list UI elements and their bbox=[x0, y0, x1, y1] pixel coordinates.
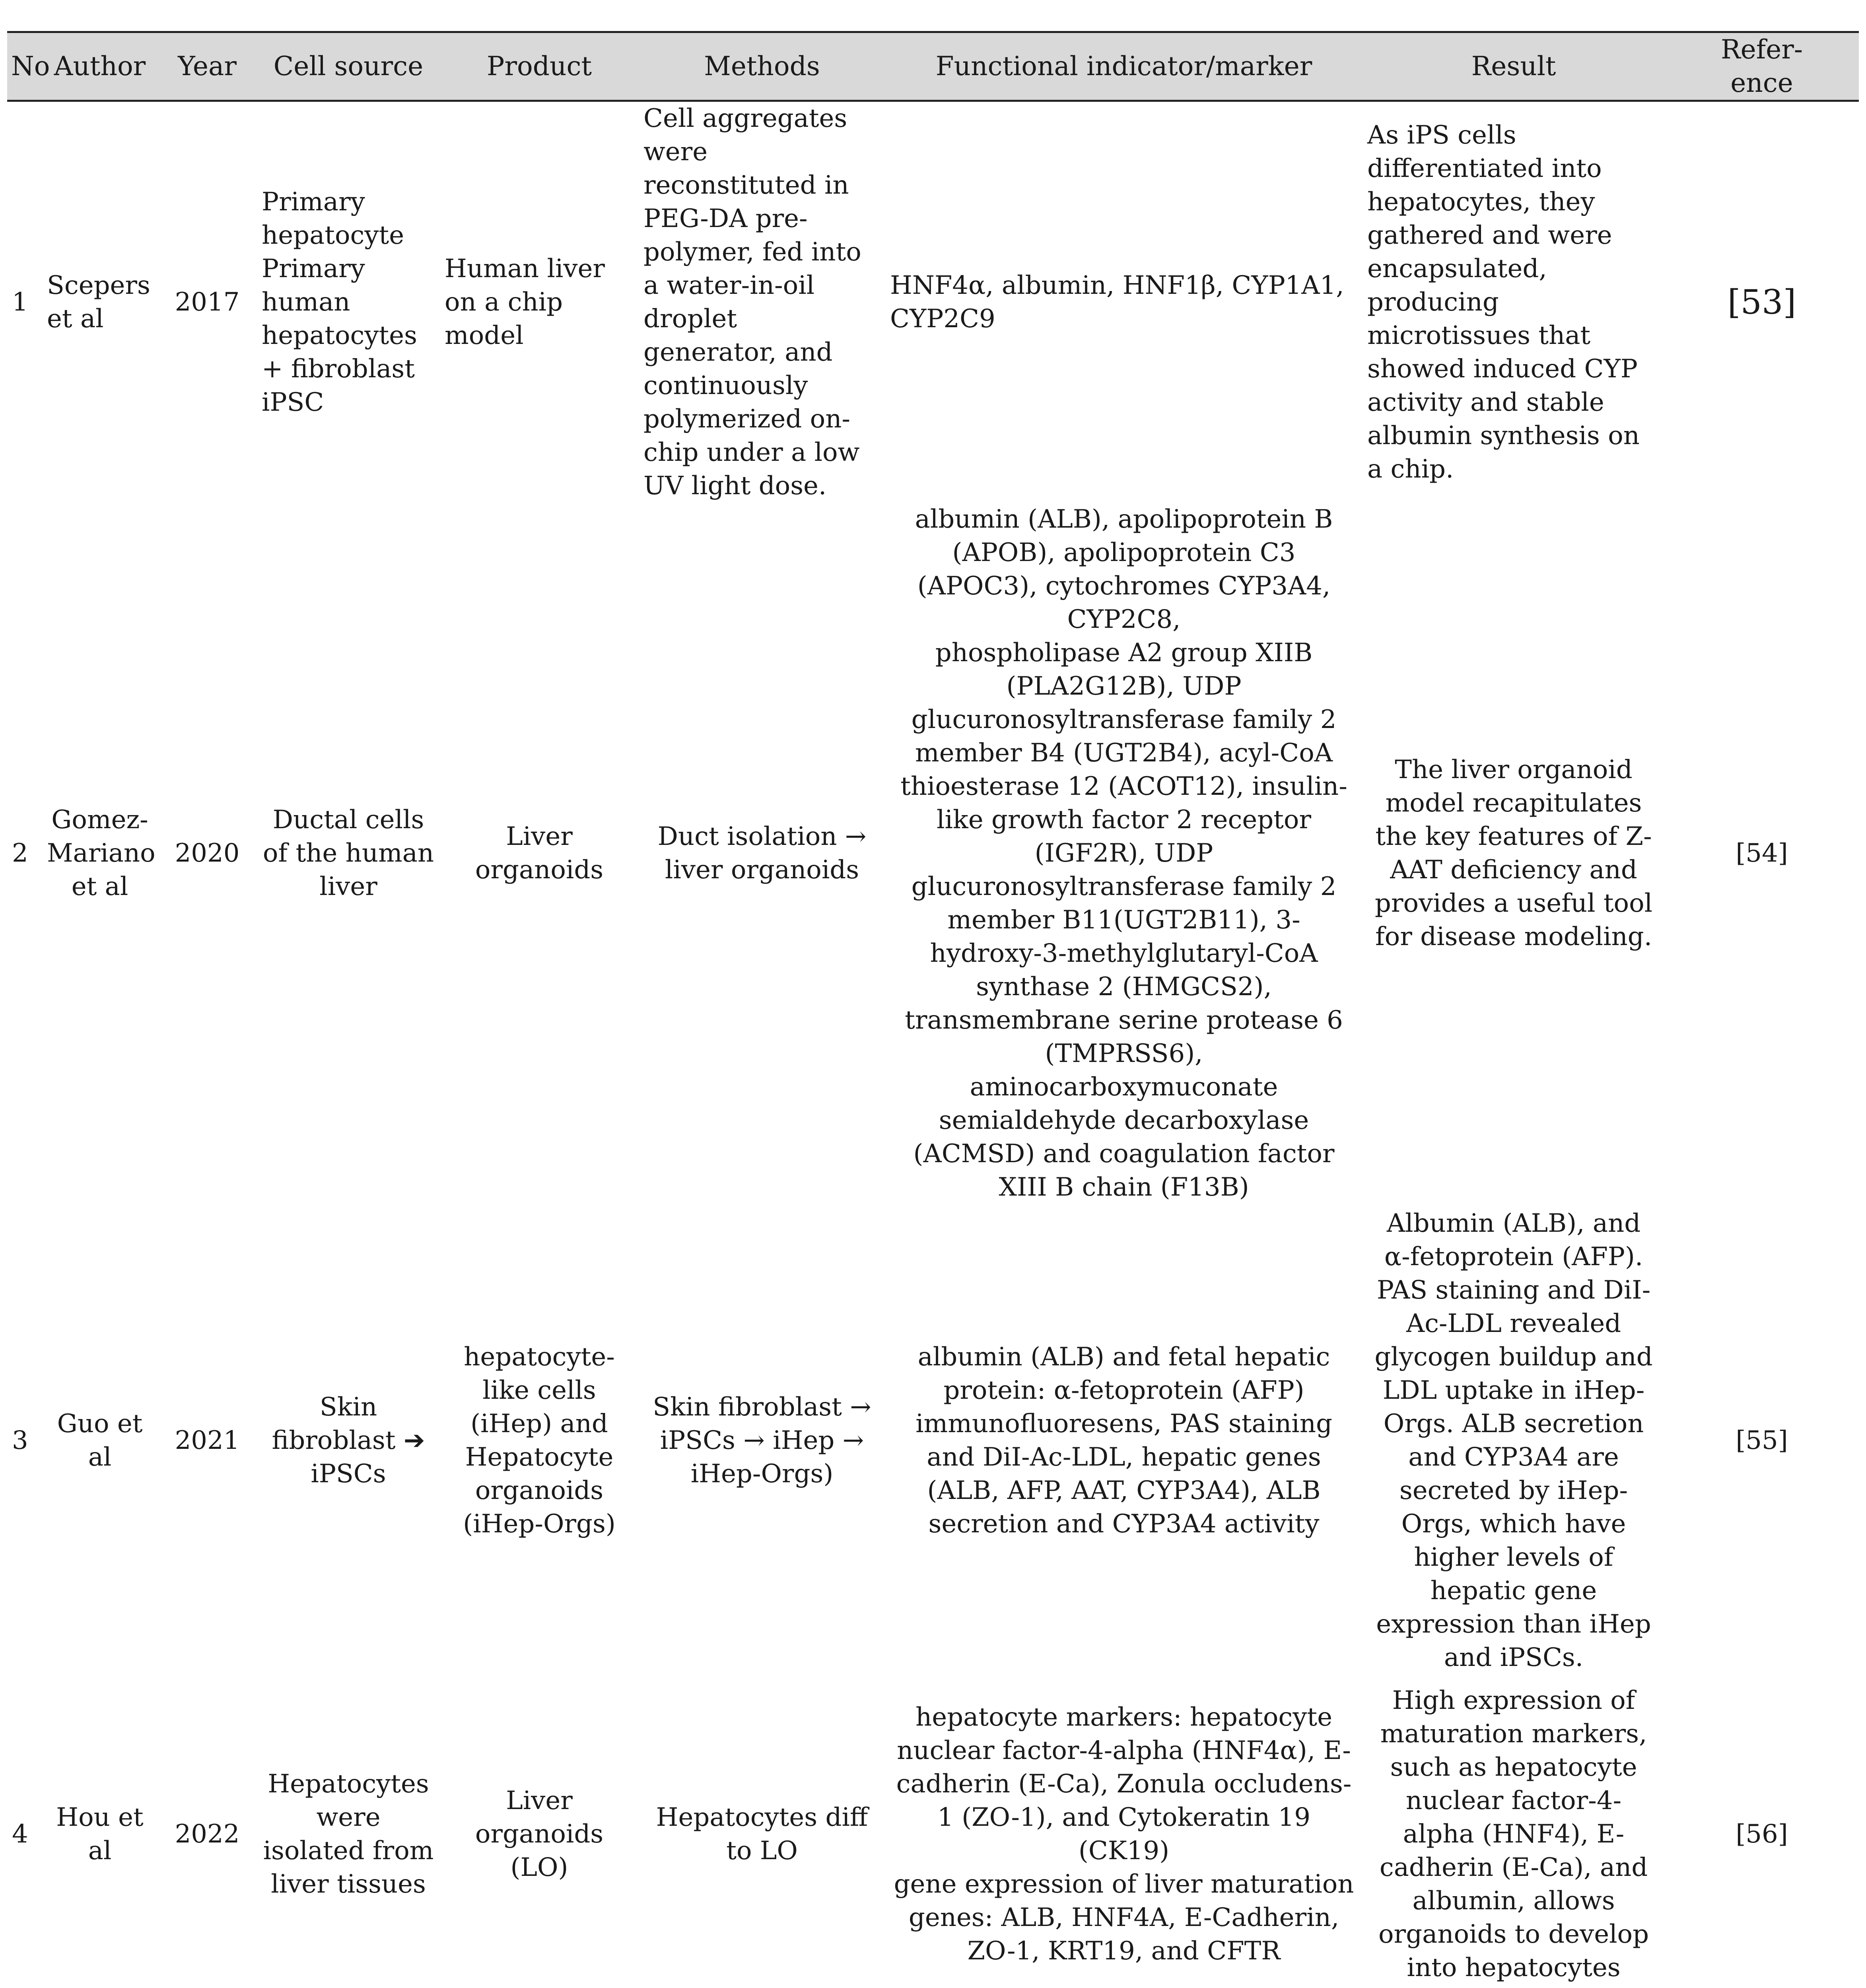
cell-functional-indicator: albumin (ALB) and fetal hepatic protein: α-fetoprotein (AFP) immunofluoresens, PAS staining and DiI-Ac-LDL, hepatic genes (ALB, AFP, AAT, CYP3A4), ALB secretion and CYP3A4 activity bbox=[916, 1342, 1332, 1539]
cell-cell-source: Hepatocytes were isolated from liver tissues bbox=[263, 1769, 434, 1899]
cell-author: Scepers et al bbox=[47, 271, 150, 334]
cell-year: 2017 bbox=[175, 287, 240, 317]
cell-product: hepatocyte- like cells (iHep) and Hepatocyte organoids (iHep-Orgs) bbox=[463, 1342, 616, 1539]
cell-author: Guo et al bbox=[57, 1409, 143, 1472]
table-row bbox=[7, 1204, 1859, 1677]
cell-methods: Skin fibroblast → iPSCs → iHep → iHep-Orgs) bbox=[653, 1392, 871, 1489]
table-row bbox=[7, 1677, 1859, 1988]
cell-result: The liver organoid model recapitulates the key features of Z- AAT deficiency and provides a useful tool for disease modeling. bbox=[1374, 755, 1653, 951]
cell-functional-indicator: HNF4α, albumin, HNF1β, CYP1A1, CYP2C9 bbox=[890, 271, 1344, 334]
cell-year: 2022 bbox=[175, 1819, 240, 1849]
cell-reference: [53] bbox=[1727, 283, 1796, 322]
header-methods: Methods bbox=[639, 32, 885, 101]
cell-author: Gomez- Mariano et al bbox=[47, 805, 156, 901]
header-year: Year bbox=[157, 32, 257, 101]
cell-methods: Cell aggregates were reconstituted in PEG-DA pre- polymer, fed into a water-in-oil droplet generator, and continuously polymerized on- chip under a low UV light dose. bbox=[643, 104, 861, 501]
cell-no: 1 bbox=[12, 287, 28, 317]
header-functional-indicator: Functional indicator/marker bbox=[885, 32, 1363, 101]
cell-methods: Hepatocytes diff to LO bbox=[656, 1803, 868, 1866]
cell-product: Liver organoids bbox=[475, 822, 604, 885]
cell-no: 2 bbox=[12, 839, 28, 868]
cell-year: 2020 bbox=[175, 839, 240, 868]
cell-author: Hou et al bbox=[56, 1803, 144, 1866]
literature-table bbox=[7, 31, 1859, 1988]
cell-functional-indicator: albumin (ALB), apolipoprotein B (APOB), apolipoprotein C3 (APOC3), cytochromes CYP3A4, CYP2C8, phospholipase A2 group XIIB (PLA2G12B), UDP glucuronosyltransferase family 2 member B4 (UGT2B4), acyl-CoA thioesterase 12 (ACOT12), insulin- like growth factor 2 receptor (IGF2R), UDP glucuronosyltransferase family 2 member B11(UGT2B11), 3- hydroxy-3-methylglutaryl-CoA synthase 2 (HMGCS2), transmembrane serine protease 6 (TMPRSS6), aminocarboxymuconate semialdehyde decarboxylase (ACMSD) and coagulation factor XIII B chain (F13B) bbox=[900, 505, 1347, 1202]
cell-cell-source: Ductal cells of the human liver bbox=[262, 805, 434, 901]
cell-reference: [56] bbox=[1736, 1819, 1788, 1849]
cell-reference: [54] bbox=[1736, 839, 1788, 868]
cell-result: Albumin (ALB), and α-fetoprotein (AFP). PAS staining and DiI- Ac-LDL revealed glycogen buildup and LDL uptake in iHep- Orgs. ALB secretion and CYP3A4 are secreted by iHep- Orgs, which have higher levels of hepatic gene expression than iHep and iPSCs. bbox=[1374, 1209, 1653, 1672]
cell-cell-source: Skin fibroblast ➔ iPSCs bbox=[272, 1392, 425, 1489]
cell-year: 2021 bbox=[175, 1426, 240, 1455]
cell-functional-indicator: hepatocyte markers: hepatocyte nuclear factor-4-alpha (HNF4α), E- cadherin (E-Ca), Zonula occludens- 1 (ZO-1), and Cytokeratin 19 (CK19) gene expression of liver maturation genes: ALB, HNF4A, E-Cadherin, ZO-1, KRT19, and CFTR bbox=[894, 1703, 1354, 1966]
cell-result: As iPS cells differentiated into hepatocytes, they gathered and were encapsulated, producing microtissues that showed induced CYP activity and stable albumin synthesis on a chip. bbox=[1367, 120, 1640, 484]
cell-product: Liver organoids (LO) bbox=[475, 1786, 604, 1882]
cell-no: 3 bbox=[12, 1426, 28, 1455]
table-row bbox=[7, 101, 1859, 503]
cell-reference: [55] bbox=[1736, 1426, 1788, 1455]
cell-cell-source: Primary hepatocyte Primary human hepatocytes + fibroblast iPSC bbox=[262, 187, 417, 417]
cell-product: Human liver on a chip model bbox=[445, 254, 605, 350]
header-result: Result bbox=[1363, 32, 1665, 101]
cell-no: 4 bbox=[12, 1819, 28, 1849]
table-row bbox=[7, 503, 1859, 1204]
header-author: Author bbox=[42, 32, 157, 101]
header-no: No bbox=[7, 32, 42, 101]
cell-methods: Duct isolation → liver organoids bbox=[657, 822, 867, 885]
header-cell-source: Cell source bbox=[257, 32, 440, 101]
header-reference: Refer- ence bbox=[1665, 32, 1859, 101]
header-product: Product bbox=[440, 32, 639, 101]
cell-result: High expression of maturation markers, such as hepatocyte nuclear factor-4- alpha (HNF4), E- cadherin (E-Ca), and albumin, allows organoids to develop into hepatocytes bbox=[1378, 1686, 1649, 1982]
table-header bbox=[7, 32, 1859, 101]
